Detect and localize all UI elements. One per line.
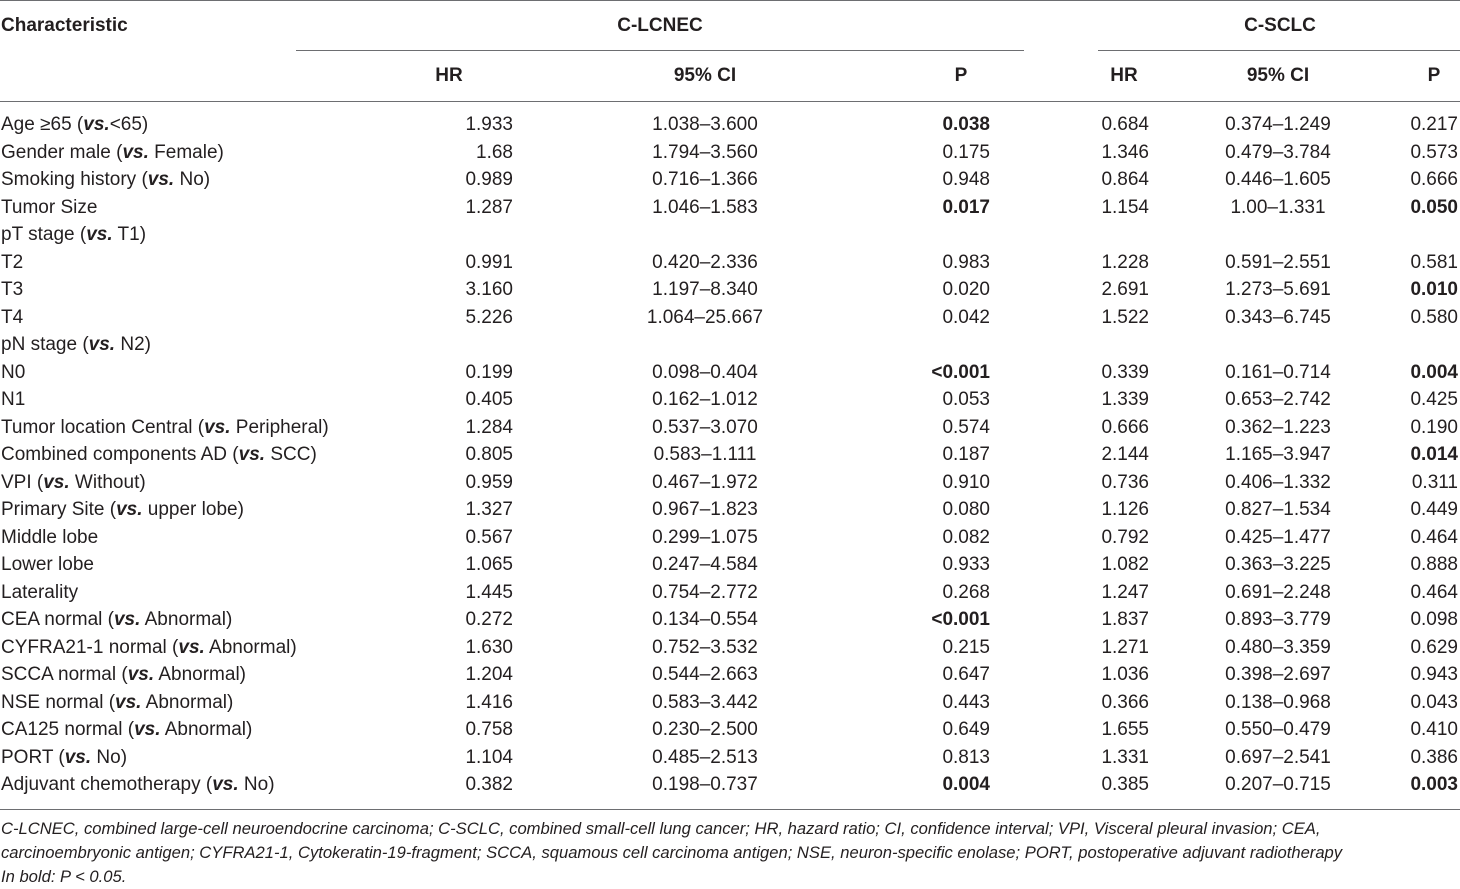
row-label-suffix: T1) [112,224,147,245]
p-sclc-value: 0.010 [1410,279,1458,300]
row-label [1,471,146,495]
hr-sclc-value: 1.247 [1101,581,1149,603]
hr-sclc-value: 1.036 [1101,664,1149,685]
row-label [1,416,329,440]
c-lcnec-group-header: C-LCNEC [617,15,703,36]
hr-sclc-value: 2.691 [1101,279,1149,300]
hr-sclc-value: 0.864 [1101,169,1149,190]
row-label [1,526,98,550]
ci-lcnec-value: 1.046–1.583 [652,196,758,218]
row-label [1,746,127,770]
hr-sclc-value: 2.144 [1101,444,1149,465]
p-sclc-value: 0.666 [1410,169,1458,190]
hr-lcnec-value: 0.959 [465,471,513,493]
ci-sclc-value: 0.406–1.332 [1225,471,1331,493]
hr-sclc-value: 0.666 [1101,416,1149,438]
vs-text: vs. [113,609,141,630]
row-label-suffix: <65) [109,114,149,135]
ci-lcnec-value: 0.162–1.012 [652,389,758,410]
ci-lcnec-value: 0.198–0.737 [652,774,758,795]
row-label [1,278,23,302]
row-label [1,141,224,165]
hr-sclc-value: 1.228 [1101,251,1149,273]
vs-text: vs. [147,169,175,190]
row-label-text: T4 [1,306,24,328]
ci-sclc-value: 0.425–1.477 [1225,526,1331,548]
row-label-suffix: Peripheral) [230,416,329,438]
row-label-text: N0 [1,361,26,383]
p-lcnec-value: 0.215 [942,636,990,658]
ci-sclc-value: 1.273–5.691 [1225,279,1331,300]
row-label-text: VPI ( [1,471,44,493]
p-lcnec-value: 0.038 [942,114,990,135]
row-label-suffix: Abnormal) [204,636,297,658]
p-sclc-value: 0.386 [1410,746,1458,768]
row-label-suffix: No) [91,746,128,768]
vs-text: vs. [238,444,266,465]
hr-lcnec-value: 1.327 [465,499,513,520]
p-lcnec-value: 0.053 [942,389,990,410]
p-lcnec-value: 0.042 [942,306,990,328]
row-label-text: Laterality [1,581,79,603]
row-label-text: Tumor Size [1,196,98,218]
hr-sclc-value: 0.366 [1101,691,1149,713]
row-label-suffix: Abnormal) [160,719,253,740]
hr-lcnec-value: 0.382 [465,774,513,795]
ci-sclc-value: 0.480–3.359 [1225,636,1331,658]
vs-text: vs. [83,114,110,135]
row-label-suffix: Without) [69,471,146,493]
row-label [1,333,151,357]
row-label [1,113,148,137]
ci-sclc-value: 1.00–1.331 [1230,196,1326,218]
c-lcnec-group-rule [296,50,1024,51]
vs-text: vs. [134,719,161,740]
row-label-text: Adjuvant chemotherapy ( [1,774,213,795]
p-sclc-value: 0.003 [1410,774,1458,795]
hr-sclc-value: 0.385 [1101,774,1149,795]
p-sclc-value: 0.050 [1410,196,1458,218]
ci-lcnec-value: 0.544–2.663 [652,664,758,685]
hr-sclc-value: 0.736 [1101,471,1149,493]
table-bottom-rule [0,809,1460,810]
row-label-text: Gender male ( [1,141,123,163]
vs-text: vs. [64,746,92,768]
hr-lcnec-value: 1.287 [465,196,513,218]
p-sclc-value: 0.190 [1410,416,1458,438]
vs-text: vs. [116,499,143,520]
c-sclc-group-rule [1098,50,1460,51]
ci-lcnec-value: 0.134–0.554 [652,609,758,630]
hr-sclc-value: 1.655 [1101,719,1149,740]
row-label-text: PORT ( [1,746,65,768]
p-lcnec-value: 0.443 [942,691,990,713]
row-label-text: pN stage ( [1,334,89,355]
ci-lcnec-value: 0.247–4.584 [652,554,758,575]
ci-lcnec-value: 0.967–1.823 [652,499,758,520]
p-lcnec-value: 0.574 [942,416,990,438]
ci-lcnec-value: 0.754–2.772 [652,581,758,603]
ci-lcnec-value: 1.794–3.560 [652,141,758,163]
hr-sclc-value: 0.684 [1101,114,1149,135]
hr-lcnec-value: 1.445 [465,581,513,603]
p-sclc-value: 0.043 [1410,691,1458,713]
characteristic-header: Characteristic [1,15,128,36]
ci-lcnec-value: 1.038–3.600 [652,114,758,135]
hr-lcnec-value: 0.272 [465,609,513,630]
row-label [1,691,233,715]
hr-lcnec-value: 1.204 [465,664,513,685]
row-label-text: Primary Site ( [1,499,117,520]
row-label-suffix: N2) [115,334,151,355]
row-label-text: T2 [1,251,24,273]
ci-lcnec-value: 0.098–0.404 [652,361,758,383]
footnote-line-3: In bold: P < 0.05. [1,867,127,886]
ci-sclc-value: 0.479–3.784 [1225,141,1331,163]
ci-sclc-value: 1.165–3.947 [1225,444,1331,465]
p-sclc-value: 0.573 [1410,141,1458,163]
p-sclc-value: 0.464 [1410,526,1458,548]
p-lcnec-value: 0.004 [942,774,990,795]
ci-lcnec-value: 0.716–1.366 [652,169,758,190]
row-label-text: Lower lobe [1,554,94,575]
p-sclc-value: 0.410 [1410,719,1458,740]
row-label [1,168,210,192]
p-lcnec-value: 0.948 [942,169,990,190]
p-lcnec-value: 0.080 [942,499,990,520]
ci-header-sclc: 95% CI [1246,65,1310,86]
ci-sclc-value: 0.591–2.551 [1225,251,1331,273]
row-label-text: T3 [1,279,24,300]
p-sclc-value: 0.581 [1410,251,1458,273]
p-lcnec-value: 0.983 [942,251,990,273]
ci-lcnec-value: 0.583–3.442 [652,691,758,713]
vs-text: vs. [43,471,70,493]
hr-lcnec-value: 0.199 [465,361,513,383]
hr-lcnec-value: 1.416 [465,691,513,713]
p-sclc-value: 0.580 [1410,306,1458,328]
hr-lcnec-value: 0.405 [465,389,513,410]
hr-header-sclc: HR [1110,65,1138,86]
row-label [1,581,78,605]
row-label [1,636,297,660]
p-sclc-value: 0.217 [1410,114,1458,135]
row-label [1,196,97,220]
ci-sclc-value: 0.362–1.223 [1225,416,1331,438]
ci-lcnec-value: 0.537–3.070 [652,416,758,438]
hr-lcnec-value: 0.989 [465,169,513,190]
hr-lcnec-value: 1.630 [465,636,513,658]
p-lcnec-value: 0.649 [942,719,990,740]
ci-lcnec-value: 1.064–25.667 [646,306,764,328]
hr-sclc-value: 1.154 [1101,196,1149,218]
p-sclc-value: 0.311 [1411,471,1458,493]
hr-sclc-value: 1.331 [1101,746,1149,768]
ci-lcnec-value: 0.467–1.972 [652,471,758,493]
footnote-line-2: carcinoembryonic antigen; CYFRA21-1, Cytokeratin-19-fragment; SCCA, squamous cell carcinoma antigen; NSE, neuron-specific enolase; PORT, postoperative adjuvant radiotherapy [1,843,1343,862]
ci-lcnec-value: 0.485–2.513 [652,746,758,768]
hr-lcnec-value: 0.991 [465,251,513,273]
row-label-text: NSE normal ( [1,691,116,713]
ci-sclc-value: 0.363–3.225 [1225,554,1331,575]
row-label [1,251,23,275]
p-lcnec-value: 0.933 [942,554,990,575]
hr-lcnec-value: 1.104 [465,746,513,768]
p-lcnec-value: 0.647 [942,664,990,685]
row-label [1,443,317,467]
hr-lcnec-value: 1.284 [465,416,513,438]
p-lcnec-value: 0.268 [942,581,990,603]
header-bottom-rule [0,101,1460,102]
hr-lcnec-value: 1.68 [476,141,513,163]
row-label [1,223,146,247]
p-sclc-value: 0.425 [1410,389,1458,410]
p-sclc-value: 0.629 [1410,636,1458,658]
ci-lcnec-value: 0.583–1.111 [653,444,757,465]
vs-text: vs. [115,691,142,713]
ci-sclc-value: 0.697–2.541 [1225,746,1331,768]
row-label-text: Age ≥65 ( [1,114,84,135]
p-sclc-value: 0.943 [1410,664,1458,685]
p-sclc-value: 0.449 [1410,499,1458,520]
p-lcnec-value: 0.187 [942,444,990,465]
ci-sclc-value: 0.550–0.479 [1225,719,1331,740]
hr-sclc-value: 1.837 [1101,609,1149,630]
hr-lcnec-value: 5.226 [465,306,513,328]
row-label-suffix: No) [238,774,275,795]
ci-sclc-value: 0.446–1.605 [1225,169,1331,190]
ci-sclc-value: 0.207–0.715 [1225,774,1331,795]
row-label-text: N1 [1,389,26,410]
vs-text: vs. [86,224,113,245]
hr-lcnec-value: 0.758 [465,719,513,740]
ci-sclc-value: 0.691–2.248 [1225,581,1331,603]
hr-sclc-value: 1.339 [1101,389,1149,410]
row-label [1,361,25,385]
row-label-text: Combined components AD ( [1,444,239,465]
vs-text: vs. [204,416,231,438]
p-lcnec-value: 0.020 [942,279,990,300]
vs-text: vs. [88,334,116,355]
p-sclc-value: 0.888 [1410,554,1458,575]
hr-lcnec-value: 1.065 [465,554,513,575]
ci-sclc-value: 0.343–6.745 [1225,306,1331,328]
hr-sclc-value: 1.271 [1101,636,1149,658]
row-label-suffix: Female) [148,141,224,163]
hr-sclc-value: 1.346 [1101,141,1149,163]
p-sclc-value: 0.098 [1410,609,1458,630]
ci-sclc-value: 0.398–2.697 [1225,664,1331,685]
hr-sclc-value: 0.792 [1101,526,1149,548]
hr-lcnec-value: 3.160 [465,279,513,300]
p-lcnec-value: 0.813 [942,746,990,768]
ci-lcnec-value: 0.752–3.532 [652,636,758,658]
p-lcnec-value: 0.910 [942,471,990,493]
hr-sclc-value: 0.339 [1101,361,1149,383]
ci-lcnec-value: 0.299–1.075 [652,526,758,548]
hr-sclc-value: 1.126 [1101,499,1149,520]
row-label [1,718,252,742]
row-label [1,608,232,632]
row-label-text: CA125 normal ( [1,719,135,740]
hr-lcnec-value: 1.933 [465,114,513,135]
p-header-lcnec: P [954,65,968,86]
row-label-text: CYFRA21-1 normal ( [1,636,179,658]
row-label-suffix: No) [174,169,211,190]
hr-lcnec-value: 0.805 [465,444,513,465]
ci-sclc-value: 0.653–2.742 [1225,389,1331,410]
row-label-suffix: Abnormal) [140,609,233,630]
row-label [1,553,94,577]
vs-text: vs. [212,774,239,795]
row-label [1,388,25,412]
top-rule [0,0,1460,1]
ci-sclc-value: 0.161–0.714 [1225,361,1331,383]
row-label-suffix: SCC) [265,444,317,465]
hr-lcnec-value: 0.567 [465,526,513,548]
vs-text: vs. [122,141,149,163]
ci-sclc-value: 0.374–1.249 [1225,114,1331,135]
row-label-text: pT stage ( [1,224,87,245]
row-label-suffix: Abnormal) [141,691,234,713]
p-lcnec-value: 0.082 [942,526,990,548]
row-label-text: CEA normal ( [1,609,114,630]
vs-text: vs. [127,664,155,685]
row-label [1,773,275,797]
ci-lcnec-value: 0.230–2.500 [652,719,758,740]
row-label [1,306,23,330]
c-sclc-group-header: C-SCLC [1244,15,1316,36]
p-sclc-value: 0.014 [1410,444,1458,465]
row-label-text: Middle lobe [1,526,99,548]
p-lcnec-value: <0.001 [931,361,990,383]
row-label-text: SCCA normal ( [1,664,128,685]
p-sclc-value: 0.464 [1410,581,1458,603]
p-lcnec-value: <0.001 [931,609,990,630]
ci-lcnec-value: 0.420–2.336 [652,251,758,273]
vs-text: vs. [178,636,205,658]
ci-header-lcnec: 95% CI [673,65,737,86]
row-label-text: Smoking history ( [1,169,148,190]
hr-sclc-value: 1.082 [1101,554,1149,575]
p-sclc-value: 0.004 [1410,361,1458,383]
row-label [1,663,246,687]
hr-sclc-value: 1.522 [1101,306,1149,328]
row-label-suffix: Abnormal) [154,664,246,685]
ci-sclc-value: 0.893–3.779 [1225,609,1331,630]
hr-header-lcnec: HR [435,65,463,86]
row-label-text: Tumor location Central ( [1,416,205,438]
p-lcnec-value: 0.017 [942,196,990,218]
p-header-sclc: P [1427,65,1441,86]
row-label-suffix: upper lobe) [142,499,244,520]
p-lcnec-value: 0.175 [942,141,990,163]
row-label [1,498,244,522]
ci-sclc-value: 0.827–1.534 [1225,499,1331,520]
ci-sclc-value: 0.138–0.968 [1225,691,1331,713]
footnote-line-1: C-LCNEC, combined large-cell neuroendocrine carcinoma; C-SCLC, combined small-cell lung cancer; HR, hazard ratio; CI, confidence interval; VPI, Visceral pleural invasion; CEA, [1,819,1321,838]
ci-lcnec-value: 1.197–8.340 [652,279,758,300]
